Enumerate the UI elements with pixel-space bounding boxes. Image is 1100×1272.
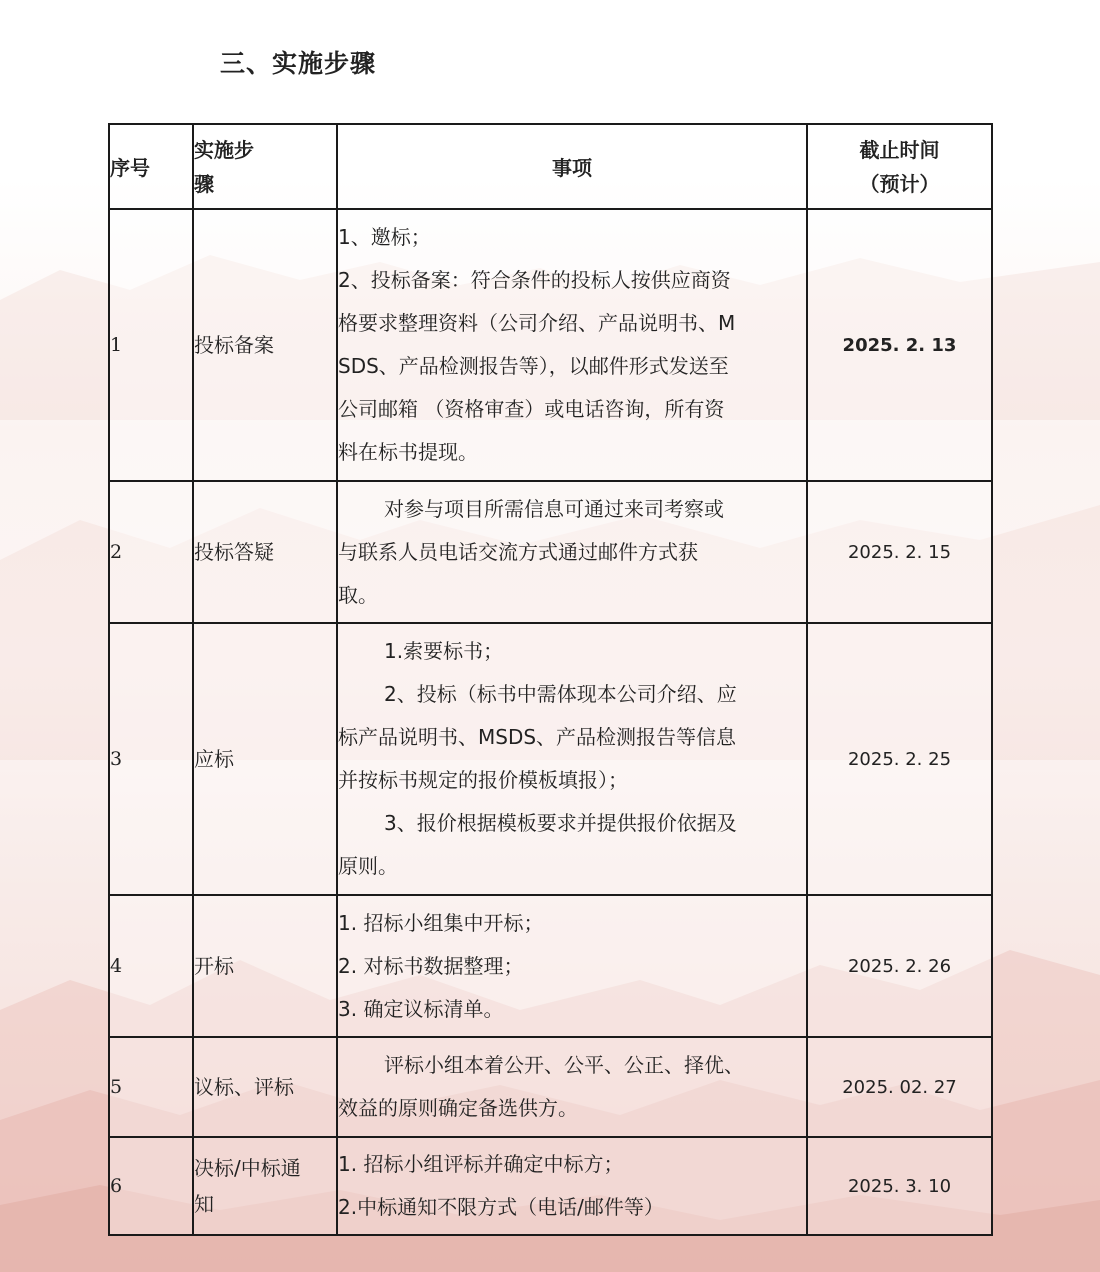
- row-step-line1: 决标/中标通: [194, 1156, 301, 1180]
- row-deadline: 2025. 2. 15: [807, 481, 992, 623]
- item-line: 格要求整理资料（公司介绍、产品说明书、M: [338, 311, 736, 335]
- row-no: 4: [109, 895, 193, 1037]
- item-line: 2、投标（标书中需体现本公司介绍、应: [384, 682, 737, 706]
- item-line: 1. 招标小组评标并确定中标方；: [338, 1152, 624, 1176]
- row-step: 投标备案: [193, 209, 337, 481]
- item-line: 1. 招标小组集中开标；: [338, 910, 544, 935]
- section-heading: 三、实施步骤: [220, 49, 377, 78]
- row-deadline: 2025. 02. 27: [807, 1037, 992, 1137]
- row-step-line2: 知: [194, 1192, 214, 1216]
- header-items: 事项: [337, 124, 807, 209]
- item-line: 与联系人员电话交流方式通过邮件方式获: [338, 539, 698, 564]
- header-deadline-line2: （预计）: [859, 171, 940, 196]
- item-line: 取。: [338, 582, 378, 607]
- row-items: [337, 1137, 807, 1235]
- table-row: [109, 209, 992, 481]
- row-step: [193, 1137, 337, 1235]
- row-deadline: 2025. 3. 10: [807, 1137, 992, 1235]
- item-line: 对参与项目所需信息可通过来司考察或: [384, 496, 724, 521]
- row-items: [337, 623, 807, 895]
- row-step: 开标: [193, 895, 337, 1037]
- item-line: 标产品说明书、MSDS、产品检测报告等信息: [338, 725, 737, 749]
- item-line: 3. 确定议标清单。: [338, 996, 504, 1021]
- item-line: 3、报价根据模板要求并提供报价依据及: [384, 811, 737, 835]
- row-no: 2: [109, 481, 193, 623]
- item-line: 1、邀标；: [338, 225, 431, 249]
- row-deadline: 2025. 2. 25: [807, 623, 992, 895]
- item-line: 公司邮箱 （资格审查）或电话咨询，所有资: [338, 397, 725, 421]
- table-row: [109, 1137, 992, 1235]
- row-no: 1: [109, 209, 193, 481]
- row-no: 6: [109, 1137, 193, 1235]
- row-items: [337, 481, 807, 623]
- row-step: 议标、评标: [193, 1037, 337, 1137]
- header-step-line1: 实施步: [194, 137, 254, 162]
- row-no: 3: [109, 623, 193, 895]
- item-line: 料在标书提现。: [338, 440, 478, 464]
- header-step: [193, 124, 337, 209]
- item-line: SDS、产品检测报告等），以邮件形式发送至: [338, 354, 729, 378]
- item-line: 评标小组本着公开、公平、公正、择优、: [384, 1053, 744, 1077]
- item-line: 效益的原则确定备选供方。: [338, 1096, 578, 1120]
- row-no: 5: [109, 1037, 193, 1137]
- table-row: [109, 623, 992, 895]
- row-step: 投标答疑: [193, 481, 337, 623]
- table-header-row: [109, 124, 992, 209]
- table-row: [109, 481, 992, 623]
- item-line: 并按标书规定的报价模板填报）；: [338, 768, 628, 792]
- header-step-line2: 骤: [194, 171, 214, 196]
- item-line: 原则。: [338, 854, 398, 878]
- row-step: 应标: [193, 623, 337, 895]
- table-row: [109, 895, 992, 1037]
- row-items: [337, 209, 807, 481]
- item-line: 2. 对标书数据整理；: [338, 953, 524, 978]
- row-items: [337, 895, 807, 1037]
- item-line: 2.中标通知不限方式（电话/邮件等）: [338, 1195, 664, 1219]
- header-no: 序号: [109, 124, 193, 209]
- row-items: [337, 1037, 807, 1137]
- row-deadline: 2025. 2. 26: [807, 895, 992, 1037]
- item-line: 1.索要标书；: [384, 639, 504, 663]
- row-deadline: 2025. 2. 13: [807, 209, 992, 481]
- item-line: 2、投标备案：符合条件的投标人按供应商资: [338, 268, 731, 292]
- header-deadline: [807, 124, 992, 209]
- table-row: [109, 1037, 992, 1137]
- implementation-steps-table: [108, 123, 993, 1236]
- header-deadline-line1: 截止时间: [859, 137, 940, 162]
